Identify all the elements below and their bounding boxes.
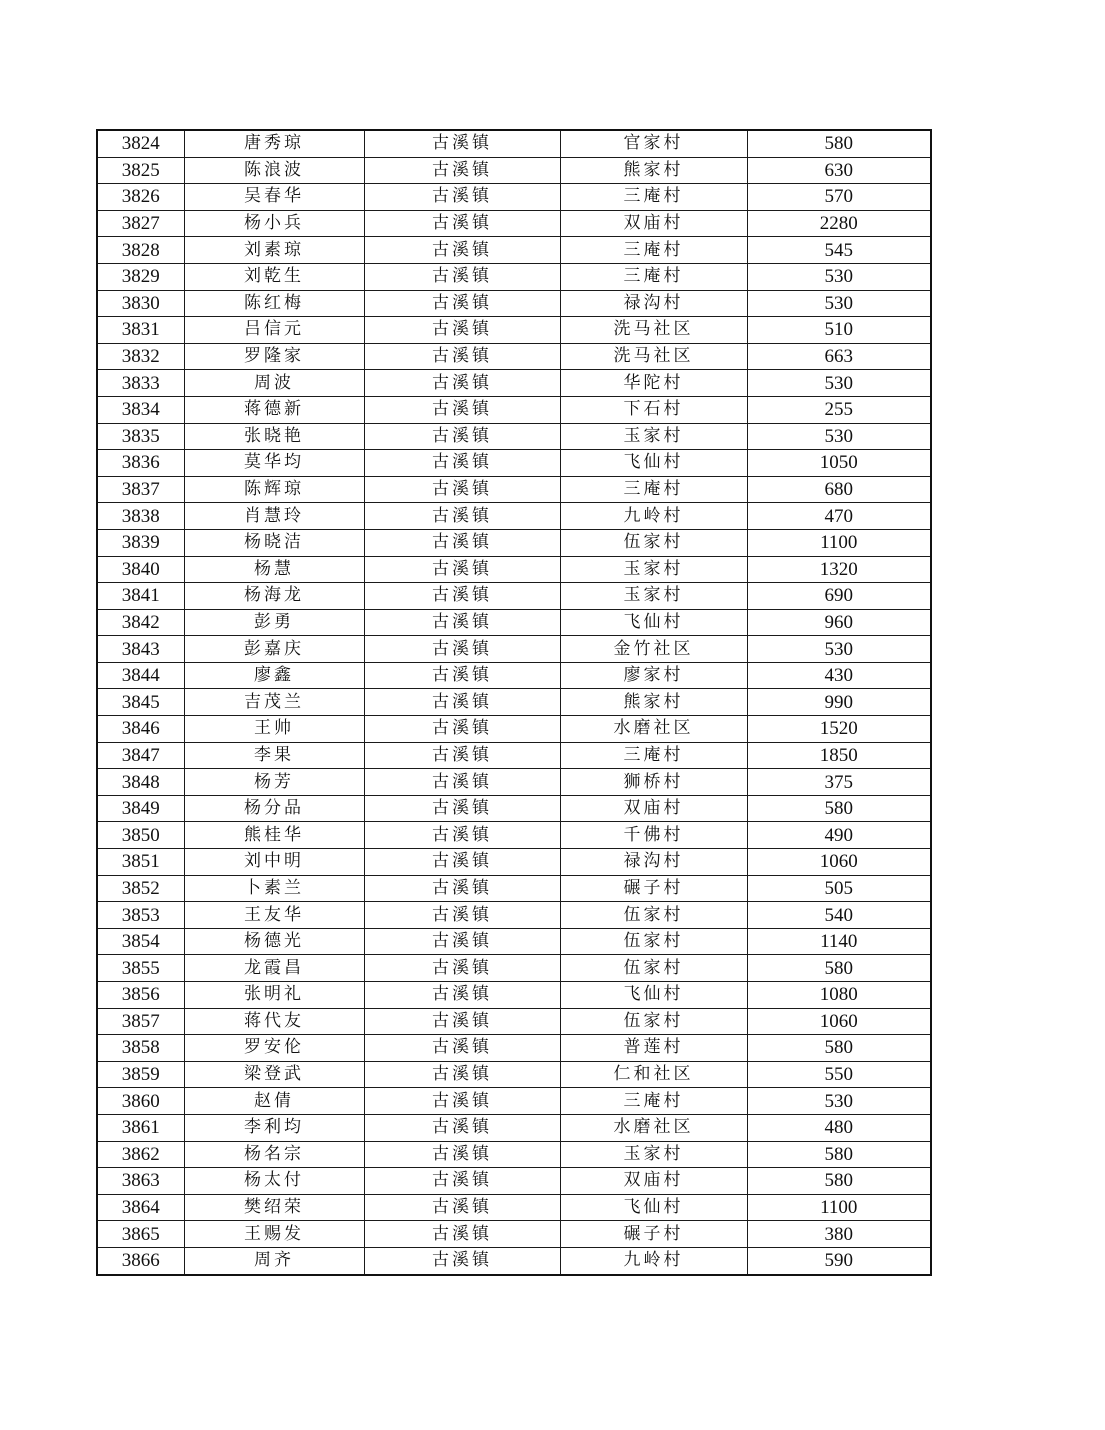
cell-name: 周波 bbox=[184, 370, 364, 397]
cell-name: 吴春华 bbox=[184, 184, 364, 211]
cell-name: 杨分品 bbox=[184, 795, 364, 822]
table-row bbox=[97, 1061, 931, 1088]
cell-town: 古溪镇 bbox=[364, 263, 560, 290]
cell-amount: 2280 bbox=[747, 210, 931, 237]
cell-id: 3848 bbox=[97, 769, 184, 796]
table-row bbox=[97, 450, 931, 477]
cell-id: 3854 bbox=[97, 928, 184, 955]
cell-name: 卜素兰 bbox=[184, 875, 364, 902]
cell-id: 3851 bbox=[97, 849, 184, 876]
cell-amount: 960 bbox=[747, 609, 931, 636]
cell-id: 3862 bbox=[97, 1141, 184, 1168]
cell-id: 3853 bbox=[97, 902, 184, 929]
cell-village: 碾子村 bbox=[560, 875, 747, 902]
cell-id: 3866 bbox=[97, 1247, 184, 1274]
cell-village: 三庵村 bbox=[560, 263, 747, 290]
cell-village: 伍家村 bbox=[560, 902, 747, 929]
cell-name: 吉茂兰 bbox=[184, 689, 364, 716]
cell-name: 彭勇 bbox=[184, 609, 364, 636]
cell-id: 3835 bbox=[97, 423, 184, 450]
cell-village: 洗马社区 bbox=[560, 317, 747, 344]
cell-town: 古溪镇 bbox=[364, 1221, 560, 1248]
cell-village: 玉家村 bbox=[560, 556, 747, 583]
table-row bbox=[97, 210, 931, 237]
table-row bbox=[97, 290, 931, 317]
cell-id: 3839 bbox=[97, 529, 184, 556]
cell-amount: 1060 bbox=[747, 1008, 931, 1035]
cell-town: 古溪镇 bbox=[364, 1088, 560, 1115]
cell-town: 古溪镇 bbox=[364, 849, 560, 876]
cell-town: 古溪镇 bbox=[364, 343, 560, 370]
cell-id: 3840 bbox=[97, 556, 184, 583]
cell-village: 九岭村 bbox=[560, 503, 747, 530]
cell-village: 三庵村 bbox=[560, 1088, 747, 1115]
cell-name: 梁登武 bbox=[184, 1061, 364, 1088]
cell-name: 刘中明 bbox=[184, 849, 364, 876]
cell-name: 杨芳 bbox=[184, 769, 364, 796]
cell-name: 杨太付 bbox=[184, 1168, 364, 1195]
cell-village: 飞仙村 bbox=[560, 1194, 747, 1221]
cell-id: 3865 bbox=[97, 1221, 184, 1248]
table-row bbox=[97, 1168, 931, 1195]
cell-amount: 1320 bbox=[747, 556, 931, 583]
cell-village: 飞仙村 bbox=[560, 609, 747, 636]
cell-name: 罗隆家 bbox=[184, 343, 364, 370]
cell-town: 古溪镇 bbox=[364, 1035, 560, 1062]
cell-village: 玉家村 bbox=[560, 423, 747, 450]
cell-amount: 530 bbox=[747, 1088, 931, 1115]
table-row bbox=[97, 795, 931, 822]
table-row bbox=[97, 609, 931, 636]
cell-village: 九岭村 bbox=[560, 1247, 747, 1274]
cell-village: 洗马社区 bbox=[560, 343, 747, 370]
cell-name: 杨晓洁 bbox=[184, 529, 364, 556]
table-row bbox=[97, 636, 931, 663]
cell-name: 廖鑫 bbox=[184, 662, 364, 689]
cell-id: 3850 bbox=[97, 822, 184, 849]
cell-name: 王赐发 bbox=[184, 1221, 364, 1248]
cell-amount: 540 bbox=[747, 902, 931, 929]
cell-id: 3860 bbox=[97, 1088, 184, 1115]
cell-amount: 480 bbox=[747, 1114, 931, 1141]
cell-amount: 255 bbox=[747, 396, 931, 423]
cell-id: 3832 bbox=[97, 343, 184, 370]
cell-town: 古溪镇 bbox=[364, 1141, 560, 1168]
cell-id: 3855 bbox=[97, 955, 184, 982]
cell-amount: 505 bbox=[747, 875, 931, 902]
cell-amount: 630 bbox=[747, 157, 931, 184]
cell-name: 杨名宗 bbox=[184, 1141, 364, 1168]
cell-town: 古溪镇 bbox=[364, 370, 560, 397]
cell-id: 3864 bbox=[97, 1194, 184, 1221]
cell-id: 3836 bbox=[97, 450, 184, 477]
cell-amount: 530 bbox=[747, 636, 931, 663]
cell-town: 古溪镇 bbox=[364, 689, 560, 716]
cell-amount: 530 bbox=[747, 263, 931, 290]
cell-village: 玉家村 bbox=[560, 1141, 747, 1168]
cell-village: 飞仙村 bbox=[560, 450, 747, 477]
cell-name: 樊绍荣 bbox=[184, 1194, 364, 1221]
cell-village: 碾子村 bbox=[560, 1221, 747, 1248]
cell-id: 3849 bbox=[97, 795, 184, 822]
cell-town: 古溪镇 bbox=[364, 130, 560, 157]
cell-name: 杨小兵 bbox=[184, 210, 364, 237]
cell-village: 伍家村 bbox=[560, 1008, 747, 1035]
roster-table bbox=[96, 129, 932, 1276]
cell-village: 狮桥村 bbox=[560, 769, 747, 796]
cell-village: 水磨社区 bbox=[560, 716, 747, 743]
cell-town: 古溪镇 bbox=[364, 450, 560, 477]
cell-amount: 510 bbox=[747, 317, 931, 344]
cell-town: 古溪镇 bbox=[364, 636, 560, 663]
cell-name: 罗安伦 bbox=[184, 1035, 364, 1062]
cell-name: 陈浪波 bbox=[184, 157, 364, 184]
cell-amount: 580 bbox=[747, 795, 931, 822]
cell-name: 刘素琼 bbox=[184, 237, 364, 264]
cell-village: 水磨社区 bbox=[560, 1114, 747, 1141]
cell-id: 3838 bbox=[97, 503, 184, 530]
cell-amount: 375 bbox=[747, 769, 931, 796]
cell-town: 古溪镇 bbox=[364, 875, 560, 902]
cell-amount: 570 bbox=[747, 184, 931, 211]
cell-id: 3837 bbox=[97, 476, 184, 503]
cell-village: 三庵村 bbox=[560, 237, 747, 264]
cell-town: 古溪镇 bbox=[364, 1061, 560, 1088]
table-row bbox=[97, 1221, 931, 1248]
cell-town: 古溪镇 bbox=[364, 396, 560, 423]
cell-town: 古溪镇 bbox=[364, 1194, 560, 1221]
cell-id: 3831 bbox=[97, 317, 184, 344]
cell-amount: 490 bbox=[747, 822, 931, 849]
cell-name: 王友华 bbox=[184, 902, 364, 929]
table-row bbox=[97, 423, 931, 450]
table-row bbox=[97, 1247, 931, 1274]
table-row bbox=[97, 955, 931, 982]
cell-id: 3846 bbox=[97, 716, 184, 743]
cell-name: 吕信元 bbox=[184, 317, 364, 344]
table-row bbox=[97, 237, 931, 264]
cell-village: 下石村 bbox=[560, 396, 747, 423]
cell-id: 3845 bbox=[97, 689, 184, 716]
cell-town: 古溪镇 bbox=[364, 237, 560, 264]
table-row bbox=[97, 130, 931, 157]
cell-amount: 663 bbox=[747, 343, 931, 370]
table-row bbox=[97, 928, 931, 955]
cell-village: 金竹社区 bbox=[560, 636, 747, 663]
cell-town: 古溪镇 bbox=[364, 529, 560, 556]
cell-name: 龙霞昌 bbox=[184, 955, 364, 982]
table-row bbox=[97, 529, 931, 556]
table-row bbox=[97, 982, 931, 1009]
cell-id: 3834 bbox=[97, 396, 184, 423]
cell-town: 古溪镇 bbox=[364, 716, 560, 743]
cell-village: 飞仙村 bbox=[560, 982, 747, 1009]
table-row bbox=[97, 317, 931, 344]
cell-village: 玉家村 bbox=[560, 583, 747, 610]
cell-village: 禄沟村 bbox=[560, 849, 747, 876]
table-row bbox=[97, 1035, 931, 1062]
cell-id: 3825 bbox=[97, 157, 184, 184]
cell-village: 伍家村 bbox=[560, 955, 747, 982]
cell-name: 陈红梅 bbox=[184, 290, 364, 317]
cell-amount: 430 bbox=[747, 662, 931, 689]
table-row bbox=[97, 1008, 931, 1035]
cell-amount: 580 bbox=[747, 955, 931, 982]
cell-id: 3859 bbox=[97, 1061, 184, 1088]
cell-village: 三庵村 bbox=[560, 742, 747, 769]
table-row bbox=[97, 343, 931, 370]
cell-town: 古溪镇 bbox=[364, 184, 560, 211]
cell-amount: 1100 bbox=[747, 529, 931, 556]
table-row bbox=[97, 556, 931, 583]
table-row bbox=[97, 1088, 931, 1115]
cell-amount: 580 bbox=[747, 1168, 931, 1195]
cell-amount: 680 bbox=[747, 476, 931, 503]
table-row bbox=[97, 396, 931, 423]
table-row bbox=[97, 849, 931, 876]
table-row bbox=[97, 1114, 931, 1141]
cell-name: 杨慧 bbox=[184, 556, 364, 583]
table-row bbox=[97, 902, 931, 929]
table-row bbox=[97, 769, 931, 796]
cell-amount: 530 bbox=[747, 370, 931, 397]
cell-village: 仁和社区 bbox=[560, 1061, 747, 1088]
cell-village: 廖家村 bbox=[560, 662, 747, 689]
table-row bbox=[97, 1141, 931, 1168]
cell-village: 伍家村 bbox=[560, 529, 747, 556]
table-row bbox=[97, 662, 931, 689]
cell-town: 古溪镇 bbox=[364, 1008, 560, 1035]
cell-town: 古溪镇 bbox=[364, 742, 560, 769]
cell-town: 古溪镇 bbox=[364, 423, 560, 450]
cell-village: 双庙村 bbox=[560, 795, 747, 822]
cell-name: 蒋代友 bbox=[184, 1008, 364, 1035]
cell-name: 李利均 bbox=[184, 1114, 364, 1141]
cell-village: 伍家村 bbox=[560, 928, 747, 955]
cell-village: 华陀村 bbox=[560, 370, 747, 397]
cell-town: 古溪镇 bbox=[364, 609, 560, 636]
cell-town: 古溪镇 bbox=[364, 795, 560, 822]
cell-town: 古溪镇 bbox=[364, 476, 560, 503]
cell-village: 熊家村 bbox=[560, 157, 747, 184]
roster-table-body bbox=[97, 130, 931, 1275]
cell-town: 古溪镇 bbox=[364, 769, 560, 796]
cell-amount: 580 bbox=[747, 1141, 931, 1168]
cell-name: 熊桂华 bbox=[184, 822, 364, 849]
table-row bbox=[97, 1194, 931, 1221]
cell-id: 3828 bbox=[97, 237, 184, 264]
cell-amount: 590 bbox=[747, 1247, 931, 1274]
cell-id: 3844 bbox=[97, 662, 184, 689]
cell-id: 3857 bbox=[97, 1008, 184, 1035]
cell-id: 3827 bbox=[97, 210, 184, 237]
cell-name: 刘乾生 bbox=[184, 263, 364, 290]
cell-amount: 550 bbox=[747, 1061, 931, 1088]
cell-amount: 1060 bbox=[747, 849, 931, 876]
cell-town: 古溪镇 bbox=[364, 982, 560, 1009]
table-row bbox=[97, 689, 931, 716]
cell-id: 3856 bbox=[97, 982, 184, 1009]
table-row bbox=[97, 476, 931, 503]
cell-village: 双庙村 bbox=[560, 1168, 747, 1195]
cell-id: 3829 bbox=[97, 263, 184, 290]
table-row bbox=[97, 822, 931, 849]
cell-village: 普莲村 bbox=[560, 1035, 747, 1062]
cell-id: 3833 bbox=[97, 370, 184, 397]
cell-name: 莫华均 bbox=[184, 450, 364, 477]
cell-id: 3826 bbox=[97, 184, 184, 211]
cell-name: 陈辉琼 bbox=[184, 476, 364, 503]
cell-name: 赵倩 bbox=[184, 1088, 364, 1115]
cell-name: 肖慧玲 bbox=[184, 503, 364, 530]
cell-id: 3852 bbox=[97, 875, 184, 902]
cell-village: 三庵村 bbox=[560, 184, 747, 211]
cell-village: 熊家村 bbox=[560, 689, 747, 716]
cell-town: 古溪镇 bbox=[364, 902, 560, 929]
cell-amount: 1080 bbox=[747, 982, 931, 1009]
cell-town: 古溪镇 bbox=[364, 928, 560, 955]
cell-amount: 470 bbox=[747, 503, 931, 530]
cell-amount: 580 bbox=[747, 1035, 931, 1062]
cell-id: 3843 bbox=[97, 636, 184, 663]
cell-name: 唐秀琼 bbox=[184, 130, 364, 157]
cell-id: 3861 bbox=[97, 1114, 184, 1141]
table-row bbox=[97, 157, 931, 184]
cell-town: 古溪镇 bbox=[364, 662, 560, 689]
cell-amount: 580 bbox=[747, 130, 931, 157]
cell-village: 三庵村 bbox=[560, 476, 747, 503]
cell-amount: 990 bbox=[747, 689, 931, 716]
table-row bbox=[97, 503, 931, 530]
table-row bbox=[97, 263, 931, 290]
cell-town: 古溪镇 bbox=[364, 1247, 560, 1274]
cell-amount: 530 bbox=[747, 290, 931, 317]
cell-town: 古溪镇 bbox=[364, 290, 560, 317]
cell-name: 彭嘉庆 bbox=[184, 636, 364, 663]
cell-town: 古溪镇 bbox=[364, 317, 560, 344]
cell-name: 蒋德新 bbox=[184, 396, 364, 423]
cell-id: 3841 bbox=[97, 583, 184, 610]
cell-name: 张晓艳 bbox=[184, 423, 364, 450]
cell-name: 周齐 bbox=[184, 1247, 364, 1274]
cell-village: 官家村 bbox=[560, 130, 747, 157]
cell-id: 3824 bbox=[97, 130, 184, 157]
cell-name: 王帅 bbox=[184, 716, 364, 743]
cell-town: 古溪镇 bbox=[364, 210, 560, 237]
cell-town: 古溪镇 bbox=[364, 157, 560, 184]
cell-amount: 1100 bbox=[747, 1194, 931, 1221]
cell-amount: 690 bbox=[747, 583, 931, 610]
cell-amount: 1850 bbox=[747, 742, 931, 769]
cell-amount: 545 bbox=[747, 237, 931, 264]
cell-town: 古溪镇 bbox=[364, 583, 560, 610]
cell-id: 3858 bbox=[97, 1035, 184, 1062]
cell-village: 禄沟村 bbox=[560, 290, 747, 317]
cell-town: 古溪镇 bbox=[364, 556, 560, 583]
cell-name: 杨海龙 bbox=[184, 583, 364, 610]
cell-amount: 530 bbox=[747, 423, 931, 450]
table-row bbox=[97, 370, 931, 397]
cell-town: 古溪镇 bbox=[364, 955, 560, 982]
table-row bbox=[97, 875, 931, 902]
cell-name: 李果 bbox=[184, 742, 364, 769]
cell-name: 张明礼 bbox=[184, 982, 364, 1009]
document-page bbox=[96, 129, 932, 1276]
cell-village: 千佛村 bbox=[560, 822, 747, 849]
cell-amount: 1520 bbox=[747, 716, 931, 743]
cell-name: 杨德光 bbox=[184, 928, 364, 955]
cell-amount: 1140 bbox=[747, 928, 931, 955]
cell-town: 古溪镇 bbox=[364, 1114, 560, 1141]
cell-town: 古溪镇 bbox=[364, 503, 560, 530]
cell-town: 古溪镇 bbox=[364, 1168, 560, 1195]
cell-amount: 380 bbox=[747, 1221, 931, 1248]
table-row bbox=[97, 184, 931, 211]
cell-id: 3847 bbox=[97, 742, 184, 769]
cell-amount: 1050 bbox=[747, 450, 931, 477]
cell-id: 3830 bbox=[97, 290, 184, 317]
cell-town: 古溪镇 bbox=[364, 822, 560, 849]
table-row bbox=[97, 583, 931, 610]
table-row bbox=[97, 742, 931, 769]
cell-id: 3863 bbox=[97, 1168, 184, 1195]
table-row bbox=[97, 716, 931, 743]
cell-id: 3842 bbox=[97, 609, 184, 636]
cell-village: 双庙村 bbox=[560, 210, 747, 237]
